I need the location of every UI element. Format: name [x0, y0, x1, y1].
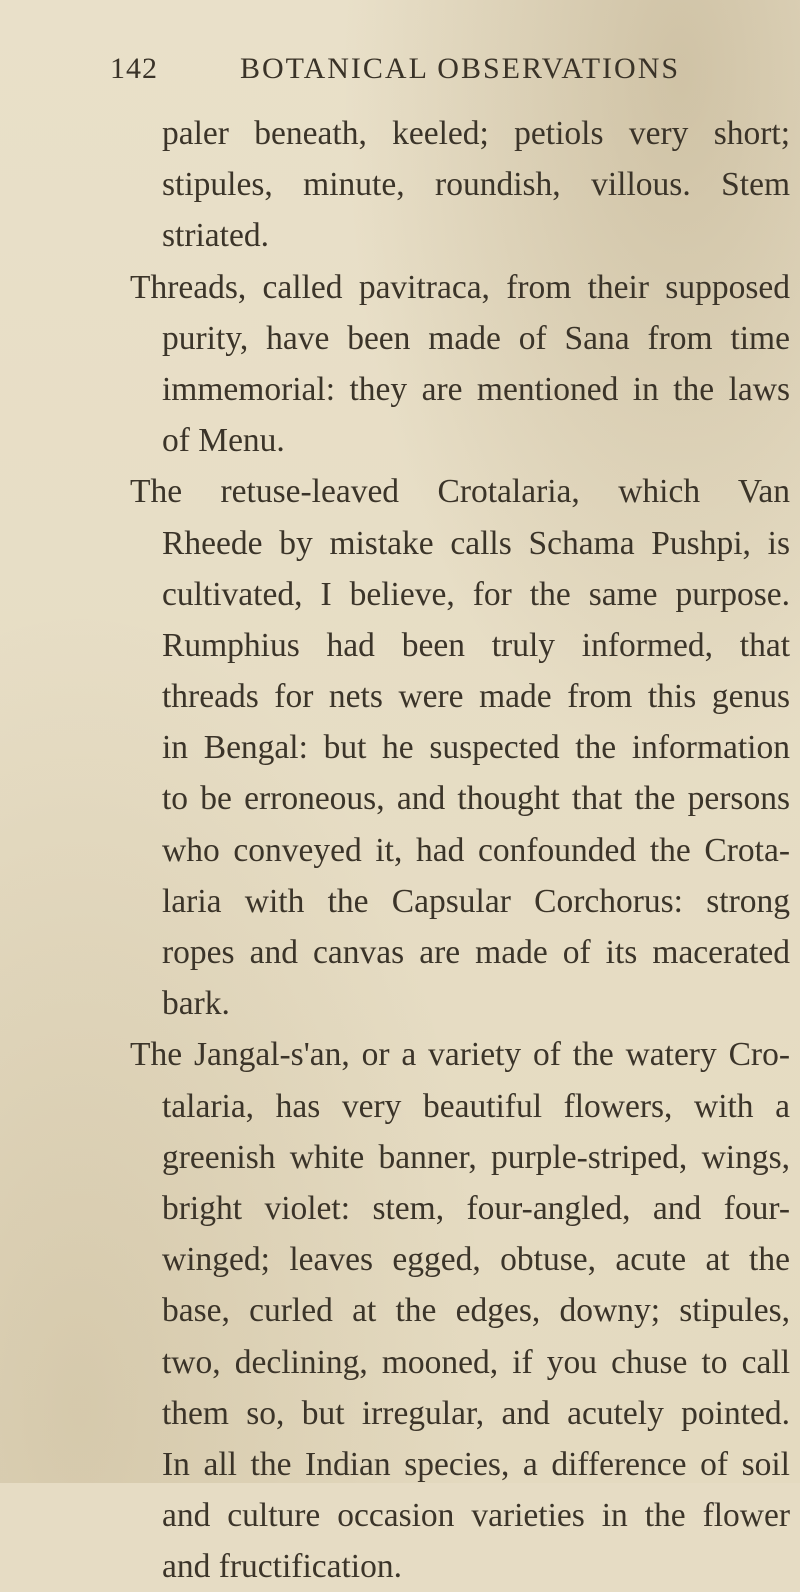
- text-line: cultivated, I believe, for the same purpose.: [162, 575, 790, 613]
- text-line: Rheede by mistake calls Schama Pushpi, is: [162, 524, 790, 562]
- text-line: bright violet: stem, four-angled, and four-: [162, 1189, 790, 1227]
- text-line: two, declining, mooned, if you chuse to call: [162, 1343, 790, 1381]
- text-line: paler beneath, keeled; petiols very short;: [162, 115, 790, 152]
- text-line: In all the Indian species, a difference of soil: [162, 1445, 790, 1483]
- text-line: and culture occasion varieties in the flower: [162, 1497, 790, 1535]
- running-head: [110, 52, 770, 96]
- text-line: talaria, has very beautiful flowers, with a: [162, 1087, 790, 1125]
- text-line: The retuse-leaved Crotalaria, which Van: [130, 473, 790, 511]
- page-number: 142: [110, 52, 158, 85]
- text-line: Threads, called pavitraca, from their supposed: [130, 268, 790, 306]
- text-line: purity, have been made of Sana from time: [162, 319, 790, 357]
- text-line: who conveyed it, had confounded the Crota-: [162, 831, 790, 869]
- text-line: bark.: [162, 985, 230, 1023]
- text-line: stipules, minute, roundish, villous. Stem: [162, 166, 790, 204]
- text-line: base, curled at the edges, downy; stipules,: [162, 1292, 790, 1330]
- text-line: to be erroneous, and thought that the persons: [162, 780, 790, 818]
- text-line: in Bengal: but he suspected the information: [162, 729, 790, 767]
- running-title: BOTANICAL OBSERVATIONS: [240, 52, 681, 85]
- text-line: immemorial: they are mentioned in the laws: [162, 370, 790, 408]
- text-line: The Jangal-s'an, or a variety of the watery Cro-: [130, 1036, 790, 1074]
- text-line: greenish white banner, purple-striped, wings,: [162, 1138, 790, 1176]
- text-line: threads for nets were made from this genus: [162, 678, 790, 716]
- text-line: of Menu.: [162, 422, 285, 460]
- body-text: [130, 108, 790, 1592]
- text-line: laria with the Capsular Corchorus: strong: [162, 882, 790, 920]
- text-line: and fructification.: [162, 1548, 402, 1586]
- text-line: Rumphius had been truly informed, that: [162, 626, 790, 664]
- text-line: ropes and canvas are made of its macerated: [162, 934, 790, 971]
- text-line: winged; leaves egged, obtuse, acute at the: [162, 1241, 790, 1279]
- text-line: them so, but irregular, and acutely pointed.: [162, 1394, 790, 1432]
- text-line: striated.: [162, 217, 269, 255]
